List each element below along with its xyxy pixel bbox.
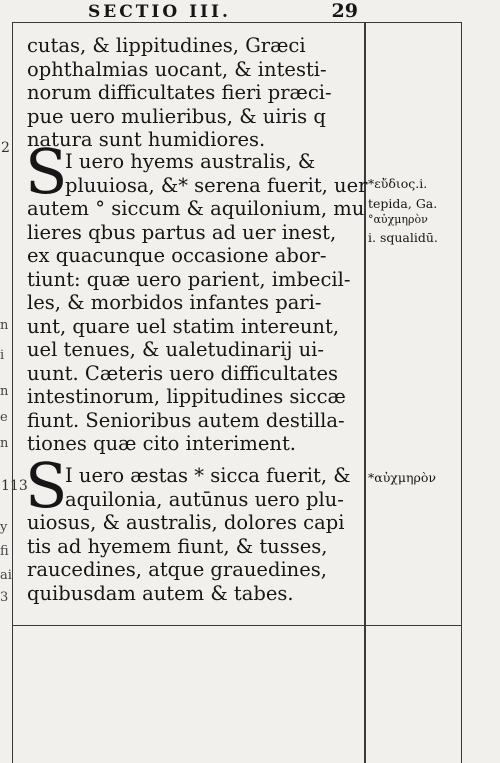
edge-letter: 3 xyxy=(0,590,9,605)
text-line: quibusdam autem & tabes. xyxy=(27,581,294,605)
text-line: I uero æstas * sicca fuerit, & xyxy=(65,464,351,487)
left-margin-number: 113 xyxy=(1,478,28,494)
page-number: 29 xyxy=(331,0,358,22)
left-margin-rule xyxy=(12,22,13,763)
paragraph-1 xyxy=(27,34,363,152)
text-line: tis ad hyemem fiunt, & tusses, xyxy=(27,534,328,558)
text-line: uel tenues, & ualetudinarij ui- xyxy=(27,338,324,361)
text-column-rule xyxy=(364,22,366,763)
text-line: tiones quæ cito interiment. xyxy=(27,432,296,455)
edge-letters xyxy=(0,318,8,452)
edge-letter: ai xyxy=(0,568,12,583)
bottom-rule xyxy=(12,625,462,626)
marginal-gloss xyxy=(368,176,438,246)
drop-cap: S xyxy=(25,135,68,208)
paragraph-3 xyxy=(25,449,363,605)
edge-letters xyxy=(0,520,12,606)
text-line: aquilonia, autūnus uero plu- xyxy=(65,487,344,511)
gloss-line: *αὐχμηρὸν xyxy=(368,470,436,485)
text-line: raucedines, atque grauedines, xyxy=(27,558,327,581)
text-line: les, & morbidos infantes pari- xyxy=(27,291,322,314)
text-line: tiunt: quæ uero parient, imbecil- xyxy=(27,267,351,291)
text-line: uiosus, & australis, dolores capi xyxy=(27,511,345,534)
edge-letter: n xyxy=(0,318,9,333)
right-margin-rule xyxy=(461,22,462,763)
text-line: autem ° siccum & aquilonium, mu xyxy=(27,197,365,220)
running-header xyxy=(88,0,358,22)
edge-letter: n xyxy=(0,436,9,451)
text-line: I uero hyems australis, & xyxy=(65,150,316,173)
gloss-line: tepida, Ga. xyxy=(368,196,438,211)
text-line: natura sunt humidiores. xyxy=(27,128,266,151)
edge-letter: e xyxy=(0,410,8,425)
edge-letter: fi xyxy=(0,544,9,559)
edge-letter: i xyxy=(0,348,5,363)
top-rule xyxy=(12,22,462,23)
text-line: intestinorum, lippitudines siccæ xyxy=(27,385,346,408)
text-line: pluuiosa, &* serena fuerit, uer xyxy=(65,173,368,197)
text-line: lieres qbus partus ad uer inest, xyxy=(27,220,337,244)
text-line: ophthalmias uocant, & intesti- xyxy=(27,57,327,81)
edge-letter: y xyxy=(0,520,8,535)
text-line: pue uero mulieribus, & uiris q xyxy=(27,104,326,128)
marginal-gloss xyxy=(368,470,436,486)
text-line: ex quacunque occasione abor- xyxy=(27,244,327,267)
edge-letter: n xyxy=(0,384,9,399)
gloss-line: i. squalidū. xyxy=(368,230,438,245)
gloss-line: °αὐχμηρὸν xyxy=(368,213,428,226)
gloss-line: *εὔδιος.i. xyxy=(368,176,428,191)
text-line: cutas, & lippitudines, Græci xyxy=(27,34,306,57)
text-line: fiunt. Senioribus autem destilla- xyxy=(27,408,345,432)
text-line: norum difficultates fieri præci- xyxy=(27,81,332,104)
text-line: uunt. Cæteris uero difficultates xyxy=(27,361,339,385)
left-margin-number: 2 xyxy=(1,140,10,156)
text-line: unt, quare uel statim intereunt, xyxy=(27,314,340,338)
drop-cap: S xyxy=(25,449,68,522)
section-title: SECTIO III. xyxy=(88,2,231,22)
